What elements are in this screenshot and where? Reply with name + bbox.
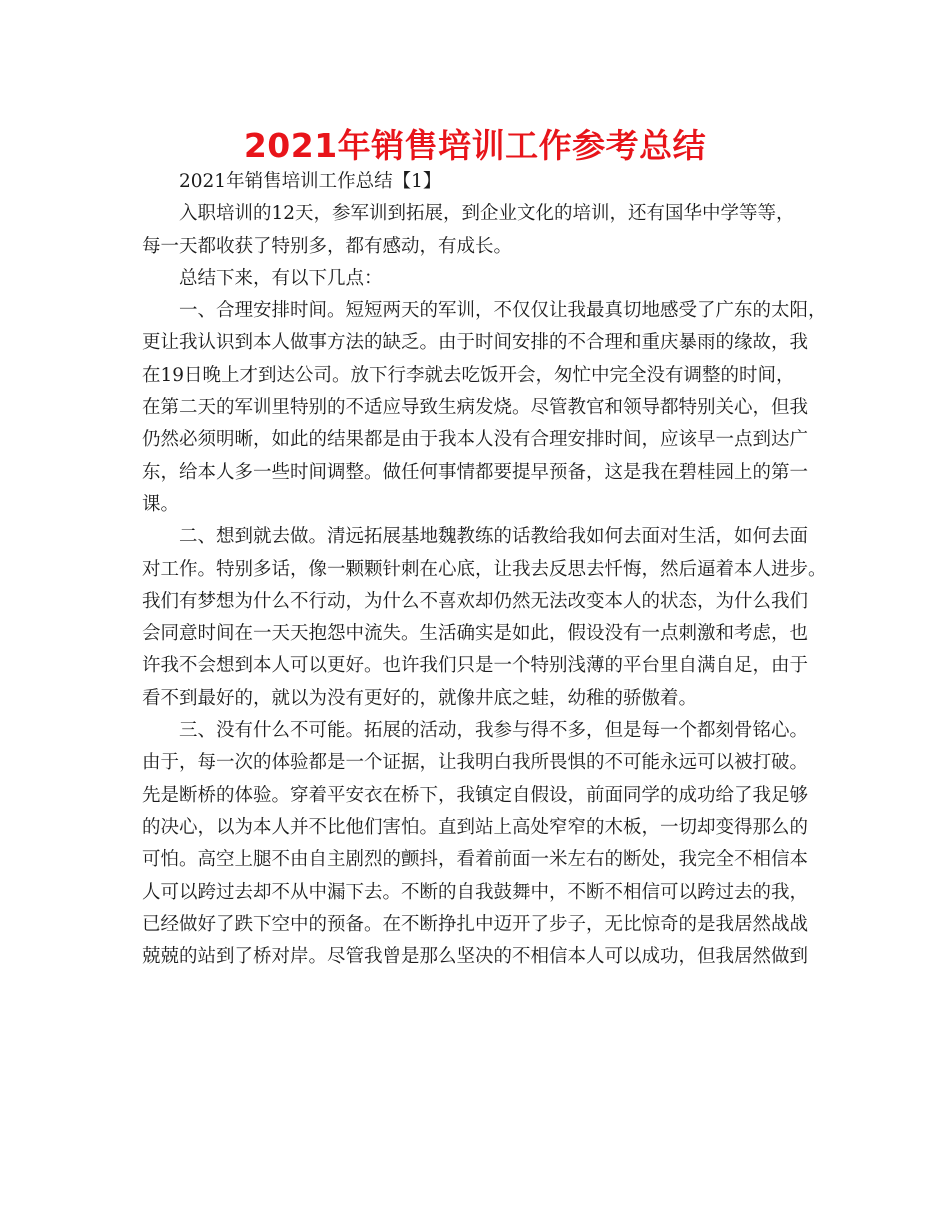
document-title: 2021年销售培训工作参考总结 (243, 126, 707, 165)
text-line: 对工作。特别多话，像一颗颗针刺在心底，让我去反思去忏悔，然后逼着本人进步。 (142, 558, 827, 580)
text-line: 仍然必须明晰，如此的结果都是由于我本人没有合理安排时间，应该早一点到达广 (142, 429, 809, 451)
text-line: 三、没有什么不可能。拓展的活动，我参与得不多，但是每一个都刻骨铭心。 (179, 720, 809, 742)
text-line: 每一天都收获了特别多，都有感动，有成长。 (142, 235, 513, 257)
text-line: 2021年销售培训工作总结【1】 (179, 171, 442, 192)
text-line: 课。 (142, 493, 180, 515)
text-line: 会同意时间在一天天抱怨中流失。生活确实是如此，假设没有一点刺激和考虑，也 (142, 623, 809, 645)
text-line: 已经做好了跌下空中的预备。在不断挣扎中迈开了步子，无比惊奇的是我居然战战 (142, 913, 809, 935)
text-line: 东，给本人多一些时间调整。做任何事情都要提早预备，这是我在碧桂园上的第一 (142, 461, 809, 483)
text-line: 许我不会想到本人可以更好。也许我们只是一个特别浅薄的平台里自满自足，由于 (142, 655, 809, 677)
text-line: 可怕。高空上腿不由自主剧烈的颤抖，看着前面一米左右的断处，我完全不相信本 (142, 849, 809, 871)
document-body (142, 166, 827, 973)
text-line: 的决心，以为本人并不比他们害怕。直到站上高处窄窄的木板，一切却变得那么的 (142, 816, 809, 838)
text-line: 一、合理安排时间。短短两天的军训，不仅仅让我最真切地感受了广东的太阳， (179, 300, 827, 322)
text-line: 由于，每一次的体验都是一个证据，让我明白我所畏惧的不可能永远可以被打破。 (142, 752, 809, 774)
text-line: 兢兢的站到了桥对岸。尽管我曾是那么坚决的不相信本人可以成功，但我居然做到 (142, 946, 809, 968)
text-line: 在第二天的军训里特别的不适应导致生病发烧。尽管教官和领导都特别关心，但我 (142, 397, 809, 419)
text-line: 在19日晚上才到达公司。放下行李就去吃饭开会，匆忙中完全没有调整的时间， (142, 364, 795, 386)
text-line: 更让我认识到本人做事方法的缺乏。由于时间安排的不合理和重庆暴雨的缘故，我 (142, 332, 809, 354)
text-line: 入职培训的12天，参军训到拓展，到企业文化的培训，还有国华中学等等， (179, 203, 795, 225)
text-line: 我们有梦想为什么不行动，为什么不喜欢却仍然无法改变本人的状态，为什么我们 (142, 590, 809, 612)
text-line: 总结下来，有以下几点： (179, 267, 383, 289)
text-line: 先是断桥的体验。穿着平安衣在桥下，我镇定自假设，前面同学的成功给了我足够 (142, 784, 809, 806)
text-line: 二、想到就去做。清远拓展基地魏教练的话教给我如何去面对生活，如何去面 (179, 526, 809, 548)
text-line: 看不到最好的，就以为没有更好的，就像井底之蛙，幼稚的骄傲着。 (142, 687, 698, 709)
text-line: 人可以跨过去却不从中漏下去。不断的自我鼓舞中，不断不相信可以跨过去的我， (142, 881, 809, 903)
